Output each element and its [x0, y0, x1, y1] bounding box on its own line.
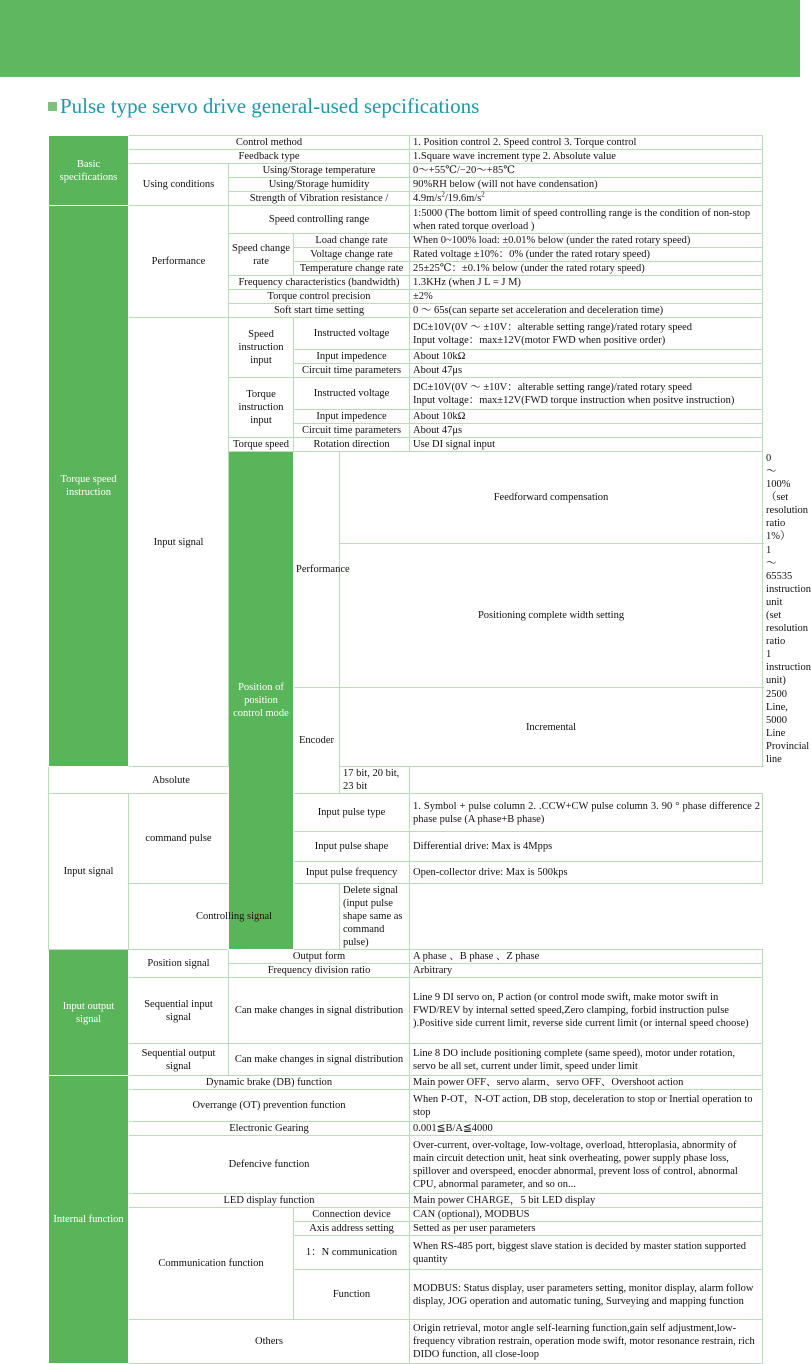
header-band: [0, 0, 800, 77]
row-value: Origin retrieval, motor angle self-learning function,gain self adjustment,low-frequency vibration restrain, operation mode swift, motor resonance restrain, rich DIDO function, all close-loop: [410, 1320, 763, 1364]
row-value: Delete signal (input pulse shape same as command pulse): [340, 884, 410, 950]
row-label: Using/Storage temperature: [229, 164, 410, 178]
value-line: DC±10V(0V ～ ±10V：alterable setting range)/rated rotary speed: [413, 321, 693, 333]
row-value: Main power CHARGE，5 bit LED display: [410, 1194, 763, 1208]
sub-label: Using conditions: [129, 164, 229, 206]
table-row: [49, 164, 763, 178]
sub-label: Input signal: [49, 794, 129, 950]
row-label: Dynamic brake (DB) function: [129, 1076, 410, 1090]
row-label: Function: [294, 1270, 410, 1320]
row-value: About 10kΩ: [410, 350, 763, 364]
sub-label: Torque instruction input: [229, 378, 294, 438]
row-label: Controlling signal: [129, 884, 340, 950]
group-basic: Basic specifications: [49, 136, 129, 206]
row-value: [410, 318, 763, 350]
group-torque: Torque speed instruction: [49, 206, 129, 767]
row-value: Use DI signal input: [410, 438, 763, 452]
row-label: Feedback type: [129, 150, 410, 164]
row-label: Rotation direction: [294, 438, 410, 452]
row-value: 1.Square wave increment type 2. Absolute value: [410, 150, 763, 164]
table-row: [49, 1076, 763, 1090]
table-row: [49, 1122, 763, 1136]
row-label: LED display function: [129, 1194, 410, 1208]
table-row: Encoder Incremental 2500 Line, 5000 Line Provincial line: [49, 688, 763, 767]
table-row: [49, 318, 763, 350]
sub-label: Performance: [129, 206, 229, 318]
title-bullet-icon: [48, 102, 57, 111]
row-value: MODBUS: Status display, user parameters setting, monitor display, alarm follow display, JOG operation and automatic tuning, Surveying and mapping function: [410, 1270, 763, 1320]
row-value: 0 ～ 65s(can separte set acceleration and deceleration time): [410, 304, 763, 318]
row-label: Electronic Gearing: [129, 1122, 410, 1136]
sub-label: Speed instruction input: [229, 318, 294, 378]
row-label: Strength of Vibration resistance /: [229, 192, 410, 206]
table-row: [49, 1194, 763, 1208]
sub-label: Input signal: [129, 318, 229, 767]
row-value: Main power OFF、servo alarm、servo OFF、Overshoot action: [410, 1076, 763, 1090]
row-label: Others: [129, 1320, 410, 1364]
table-row: [49, 1320, 763, 1364]
row-label: Input pulse shape: [294, 832, 410, 862]
row-label: Load change rate: [294, 234, 410, 248]
page-title-text: Pulse type servo drive general-used sepcifications: [60, 94, 480, 118]
group-position: Position of position control mode: [229, 452, 294, 950]
row-label: Axis address setting: [294, 1222, 410, 1236]
sub-label: Communication function: [129, 1208, 294, 1320]
table-row: Position of position control mode Performance Feedforward compensation 0～100%（set resolution ratio 1%）: [49, 452, 763, 544]
table-row: [49, 950, 763, 964]
row-label: Overrange (OT) prevention function: [129, 1090, 410, 1122]
row-label: Incremental: [340, 688, 763, 767]
row-value: 1:5000 (The bottom limit of speed controlling range is the condition of non-stop when rated torque overload ): [410, 206, 763, 234]
row-value: 1. Position control 2. Speed control 3. Torque control: [410, 136, 763, 150]
value-line: DC±10V(0V ～ ±10V：alterable setting range)/rated rotary speed: [413, 381, 693, 393]
row-value: CAN (optional), MODBUS: [410, 1208, 763, 1222]
row-value: ±2%: [410, 290, 763, 304]
row-value: Open-collector drive: Max is 500kps: [410, 862, 763, 884]
row-value: 0～+55℃/−20～+85℃: [410, 164, 763, 178]
row-value: 90%RH below (will not have condensation): [410, 178, 763, 192]
row-label: 1：N communication: [294, 1236, 410, 1270]
row-value: Setted as per user parameters: [410, 1222, 763, 1236]
row-label: Soft start time setting: [229, 304, 410, 318]
row-label: Connection device: [294, 1208, 410, 1222]
group-internal: Internal function: [49, 1076, 129, 1364]
row-value: 1. Symbol + pulse column 2. .CCW+CW pulse column 3. 90 ° phase difference 2 phase pulse (A phase+B phase): [410, 794, 763, 832]
row-label: Frequency characteristics (bandwidth): [229, 276, 410, 290]
row-value: 1.3KHz (when J L = J M): [410, 276, 763, 290]
row-label: Circuit time parameters: [294, 424, 410, 438]
table-row: [49, 150, 763, 164]
row-label: Defencive function: [129, 1136, 410, 1194]
row-label: Torque control precision: [229, 290, 410, 304]
table-row: [49, 136, 763, 150]
row-label: Output form: [229, 950, 410, 964]
vibration-exp-b: 2: [481, 190, 485, 199]
table-row: [49, 206, 763, 234]
row-value: Line 8 DO include positioning complete (same speed), motor under rotation, servo be all set, current under limit, speed under limit: [410, 1044, 763, 1076]
table-row: [49, 1136, 763, 1194]
vibration-value-a: 4.9m/s: [413, 193, 442, 204]
value-line: Input voltage：max±12V(motor FWD when positive order): [413, 334, 666, 346]
row-value: Differential drive: Max is 4Mpps: [410, 832, 763, 862]
row-label: Feedforward compensation: [340, 452, 763, 544]
sub-label: Encoder: [294, 688, 340, 794]
row-value: When RS-485 port, biggest slave station is decided by master station supported quantity: [410, 1236, 763, 1270]
group-io: Input output signal: [49, 950, 129, 1076]
value-line: Input voltage：max±12V(FWD torque instruction when positve instruction): [413, 394, 735, 406]
row-value: A phase 、B phase 、Z phase: [410, 950, 763, 964]
sub-label: Sequential output signal: [129, 1044, 229, 1076]
table-row: [49, 978, 763, 1044]
row-label: Using/Storage humidity: [229, 178, 410, 192]
row-value: Over-current, over-voltage, low-voltage, overload, htteroplasia, abnormity of main circuit detection unit, heat sink overheating, power supply phase loss, spillover and overspeed, enocder abnormal, prevent loss of control, abnormal CPU, abnormal parameter, and so on...: [410, 1136, 763, 1194]
sub-label: Sequential input signal: [129, 978, 229, 1044]
row-value: 0.001≦B/A≦4000: [410, 1122, 763, 1136]
row-value: [410, 378, 763, 410]
row-value: 25±25℃：±0.1% below (under the rated rotary speed): [410, 262, 763, 276]
row-label: Control method: [129, 136, 410, 150]
row-label: Input pulse type: [294, 794, 410, 832]
row-label: Circuit time parameters: [294, 364, 410, 378]
row-value: 17 bit, 20 bit, 23 bit: [340, 767, 410, 794]
row-label: Instructed voltage: [294, 378, 410, 410]
table-row: [49, 1044, 763, 1076]
row-label: Input impedence: [294, 410, 410, 424]
row-label: Positioning complete width setting: [340, 544, 763, 688]
vibration-value-b: /19.6m/s: [444, 193, 482, 204]
row-value: Arbitrary: [410, 964, 763, 978]
table-row: Positioning complete width setting 1～65535 instruction unit (set resolution ratio 1 instruction unit): [49, 544, 763, 688]
row-value: About 47μs: [410, 424, 763, 438]
sub-label: Performance: [294, 452, 340, 688]
sub-label: Torque speed: [229, 438, 294, 452]
row-value: When P-OT，N-OT action, DB stop, deceleration to stop or Inertial operation to stop: [410, 1090, 763, 1122]
row-label: Instructed voltage: [294, 318, 410, 350]
sub-label: Position signal: [129, 950, 229, 978]
row-value: About 47μs: [410, 364, 763, 378]
vibration-exp-a: 2: [441, 190, 445, 199]
row-label: Input pulse frequency: [294, 862, 410, 884]
row-label: Absolute: [49, 767, 294, 794]
row-value: About 10kΩ: [410, 410, 763, 424]
table-row: [49, 884, 763, 950]
table-row: [49, 794, 763, 832]
row-value: When 0~100% load: ±0.01% below (under the rated rotary speed): [410, 234, 763, 248]
table-row: [49, 1208, 763, 1222]
row-label: Temperature change rate: [294, 262, 410, 276]
sub-label: Speed change rate: [229, 234, 294, 276]
spec-table: [48, 135, 811, 1364]
table-row: [49, 1090, 763, 1122]
row-value: Line 9 DI servo on, P action (or control mode swift, make motor swift in FWD/REV by internal setted speed,Zero clamping, forbid instruction pulse ).Positive side current limit, reverse side current limit (or internal speed choose): [410, 978, 763, 1044]
row-value: [410, 192, 763, 206]
sub-label: command pulse: [129, 794, 229, 884]
row-label: Voltage change rate: [294, 248, 410, 262]
page-title: [48, 94, 479, 119]
row-label: Input impedence: [294, 350, 410, 364]
row-label: Can make changes in signal distribution: [229, 978, 410, 1044]
row-label: Can make changes in signal distribution: [229, 1044, 410, 1076]
row-label: Frequency division ratio: [229, 964, 410, 978]
table-row: [49, 767, 763, 794]
row-value: Rated voltage ±10%：0% (under the rated rotary speed): [410, 248, 763, 262]
row-label: Speed controlling range: [229, 206, 410, 234]
